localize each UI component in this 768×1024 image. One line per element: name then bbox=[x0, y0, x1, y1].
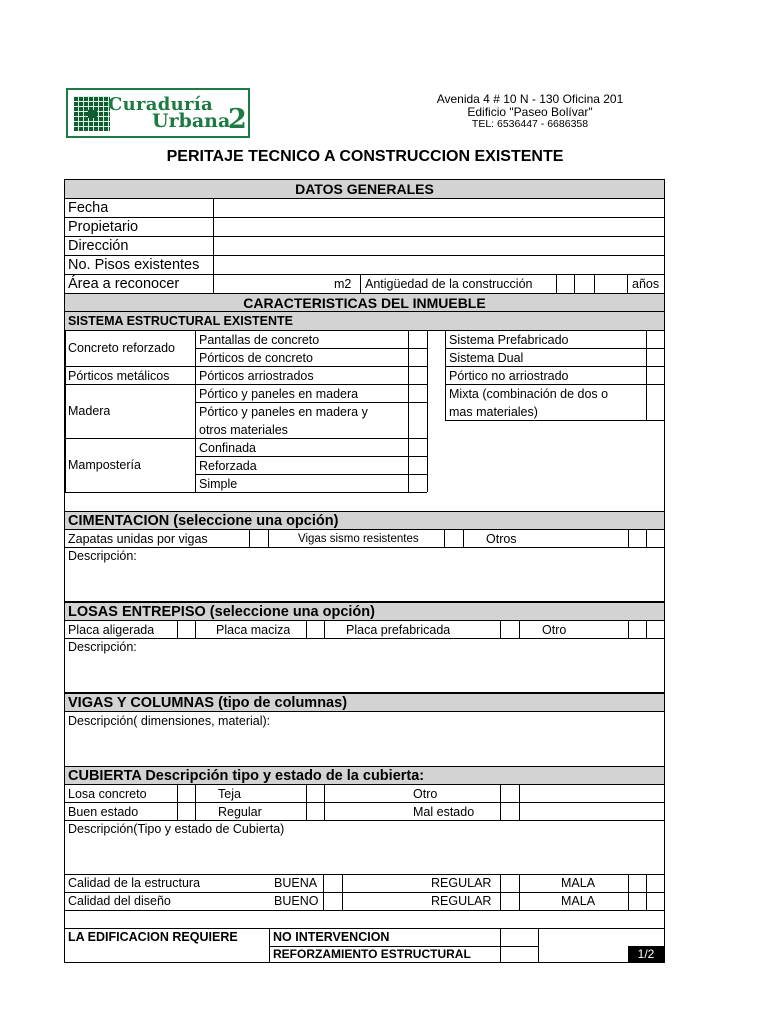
document-title: PERITAJE TECNICO A CONSTRUCCION EXISTENTE bbox=[166, 148, 564, 165]
diseno-regular-label: REGULAR bbox=[431, 894, 492, 908]
diseno-mala-label: MALA bbox=[561, 894, 596, 908]
fecha-label: Fecha bbox=[68, 200, 109, 216]
simple-checkbox[interactable] bbox=[409, 475, 427, 492]
prefabricado-checkbox[interactable] bbox=[647, 331, 664, 348]
vigas-descripcion-label: Descripción( dimensiones, material): bbox=[68, 714, 271, 728]
address-line1: Avenida 4 # 10 N - 130 Oficina 201 bbox=[436, 92, 624, 106]
reforzada-checkbox[interactable] bbox=[409, 457, 427, 474]
portico-madera-otros-label-1: Pórtico y paneles en madera y bbox=[199, 405, 368, 419]
area-field[interactable] bbox=[214, 275, 329, 293]
buena-checkbox[interactable] bbox=[324, 874, 342, 892]
placa-aligerada-checkbox[interactable] bbox=[178, 621, 195, 638]
propietario-field[interactable] bbox=[214, 218, 664, 236]
portico-madera-otros-checkbox[interactable] bbox=[409, 403, 427, 438]
regular-label: Regular bbox=[218, 805, 262, 819]
bueno-checkbox[interactable] bbox=[324, 892, 342, 910]
inspection-form bbox=[64, 179, 665, 963]
porticos-metalicos-label: Pórticos metálicos bbox=[68, 369, 170, 383]
pisos-field[interactable] bbox=[214, 256, 664, 274]
antiguedad-label: Antigüedad de la construcción bbox=[365, 277, 533, 291]
vigas-columnas-heading: VIGAS Y COLUMNAS (tipo de columnas) bbox=[65, 692, 664, 712]
losas-descripcion-label: Descripción: bbox=[68, 640, 137, 654]
propietario-label: Propietario bbox=[68, 219, 139, 235]
reforzada-label: Reforzada bbox=[199, 459, 257, 473]
area-label: Área a reconocer bbox=[68, 276, 180, 292]
requiere-label: LA EDIFICACION REQUIERE bbox=[68, 930, 238, 944]
porticos-concreto-checkbox[interactable] bbox=[409, 349, 427, 366]
logo-grid-icon bbox=[74, 96, 110, 131]
placa-prefabricada-checkbox[interactable] bbox=[501, 621, 519, 638]
dual-checkbox[interactable] bbox=[647, 349, 664, 366]
no-arriostrado-label: Pórtico no arriostrado bbox=[449, 369, 569, 383]
estructura-regular-label: REGULAR bbox=[431, 876, 492, 890]
address-block bbox=[400, 93, 660, 131]
anos-unit: años bbox=[632, 277, 660, 291]
mal-estado-label: Mal estado bbox=[413, 805, 475, 819]
placa-maciza-checkbox[interactable] bbox=[307, 621, 324, 638]
confinada-checkbox[interactable] bbox=[409, 439, 427, 456]
pantallas-checkbox[interactable] bbox=[409, 331, 427, 348]
cubierta-otro-checkbox[interactable] bbox=[501, 785, 519, 802]
regular-checkbox[interactable] bbox=[307, 803, 324, 820]
logo-number: 2 bbox=[228, 104, 247, 135]
losa-concreto-checkbox[interactable] bbox=[178, 785, 195, 802]
logo-text-line1: Curaduría bbox=[108, 94, 213, 115]
portico-madera-checkbox[interactable] bbox=[409, 385, 427, 402]
cimentacion-heading: CIMENTACION (seleccione una opción) bbox=[65, 511, 664, 530]
vigas-descripcion-field[interactable] bbox=[65, 730, 664, 766]
madera-label: Madera bbox=[68, 404, 111, 418]
reforzamiento-checkbox[interactable] bbox=[501, 947, 538, 963]
m2-unit: m2 bbox=[334, 277, 352, 291]
dual-label: Sistema Dual bbox=[449, 351, 524, 365]
buena-label: BUENA bbox=[274, 876, 318, 890]
estructura-mala-label: MALA bbox=[561, 876, 596, 890]
placa-otro-label: Otro bbox=[542, 623, 567, 637]
vigas-sismo-checkbox[interactable] bbox=[445, 530, 463, 547]
diseno-mala-checkbox[interactable] bbox=[629, 892, 646, 910]
portico-madera-otros-label-2: otros materiales bbox=[199, 423, 288, 437]
antiguedad-field[interactable] bbox=[557, 275, 574, 293]
sistema-estructural-heading: SISTEMA ESTRUCTURAL EXISTENTE bbox=[65, 312, 664, 331]
placa-prefabricada-label: Placa prefabricada bbox=[346, 623, 451, 637]
no-arriostrado-checkbox[interactable] bbox=[647, 367, 664, 384]
cimentacion-descripcion-field[interactable] bbox=[65, 565, 664, 601]
cubierta-otro-label: Otro bbox=[413, 787, 438, 801]
confinada-label: Confinada bbox=[199, 441, 256, 455]
mixta-label-1: Mixta (combinación de dos o bbox=[449, 387, 609, 401]
otros-label: Otros bbox=[486, 532, 517, 546]
teja-checkbox[interactable] bbox=[307, 785, 324, 802]
no-intervencion-checkbox[interactable] bbox=[501, 928, 538, 946]
logo-text-line2: Urbana bbox=[152, 110, 231, 132]
pisos-label: No. Pisos existentes bbox=[68, 257, 200, 273]
fecha-field[interactable] bbox=[214, 199, 664, 217]
buen-estado-checkbox[interactable] bbox=[178, 803, 195, 820]
curaduria-logo bbox=[66, 88, 250, 138]
bueno-label: BUENO bbox=[274, 894, 319, 908]
mamposteria-label: Mampostería bbox=[68, 458, 141, 472]
placa-otro-checkbox[interactable] bbox=[629, 621, 646, 638]
estructura-regular-checkbox[interactable] bbox=[501, 874, 519, 892]
porticos-arriostrados-checkbox[interactable] bbox=[409, 367, 427, 384]
page-number: 1/2 bbox=[628, 946, 664, 963]
simple-label: Simple bbox=[199, 477, 238, 491]
placa-aligerada-label: Placa aligerada bbox=[68, 623, 155, 637]
direccion-label: Dirección bbox=[68, 238, 129, 254]
prefabricado-label: Sistema Prefabricado bbox=[449, 333, 569, 347]
losa-concreto-label: Losa concreto bbox=[68, 787, 147, 801]
losas-descripcion-field[interactable] bbox=[65, 656, 664, 692]
teja-label: Teja bbox=[218, 787, 241, 801]
zapatas-label: Zapatas unidas por vigas bbox=[68, 532, 208, 546]
reforzamiento-label: REFORZAMIENTO ESTRUCTURAL bbox=[273, 947, 471, 961]
vigas-sismo-label: Vigas sismo resistentes bbox=[298, 533, 419, 545]
caracteristicas-heading: CARACTERISTICAS DEL INMUEBLE bbox=[65, 293, 664, 312]
placa-maciza-label: Placa maciza bbox=[216, 623, 291, 637]
cubierta-heading: CUBIERTA Descripción tipo y estado de la cubierta: bbox=[65, 766, 664, 785]
buen-estado-label: Buen estado bbox=[68, 805, 139, 819]
cimentacion-descripcion-label: Descripción: bbox=[68, 549, 137, 563]
cubierta-descripcion-field[interactable] bbox=[65, 838, 664, 874]
cubierta-descripcion-label: Descripción(Tipo y estado de Cubierta) bbox=[68, 822, 285, 836]
pantallas-label: Pantallas de concreto bbox=[199, 333, 320, 347]
mal-estado-checkbox[interactable] bbox=[501, 803, 519, 820]
phone-line: TEL: 6536447 - 6686358 bbox=[471, 118, 589, 130]
portico-madera-label: Pórtico y paneles en madera bbox=[199, 387, 359, 401]
porticos-arriostrados-label: Pórticos arriostrados bbox=[199, 369, 314, 383]
address-line2: Edificio "Paseo Bolívar" bbox=[467, 105, 593, 119]
mixta-checkbox[interactable] bbox=[647, 385, 664, 420]
datos-generales-heading: DATOS GENERALES bbox=[65, 180, 664, 199]
losas-heading: LOSAS ENTREPISO (seleccione una opción) bbox=[65, 601, 664, 621]
calidad-estructura-label: Calidad de la estructura bbox=[68, 876, 201, 890]
estructura-mala-checkbox[interactable] bbox=[629, 874, 646, 892]
mixta-label-2: mas materiales) bbox=[449, 405, 538, 419]
porticos-concreto-label: Pórticos de concreto bbox=[199, 351, 313, 365]
direccion-field[interactable] bbox=[214, 237, 664, 255]
otros-checkbox[interactable] bbox=[629, 530, 646, 547]
zapatas-checkbox[interactable] bbox=[250, 530, 268, 547]
diseno-regular-checkbox[interactable] bbox=[501, 892, 519, 910]
no-intervencion-label: NO INTERVENCION bbox=[273, 930, 390, 944]
calidad-diseno-label: Calidad del diseño bbox=[68, 894, 171, 908]
concreto-reforzado-label: Concreto reforzado bbox=[68, 341, 176, 355]
